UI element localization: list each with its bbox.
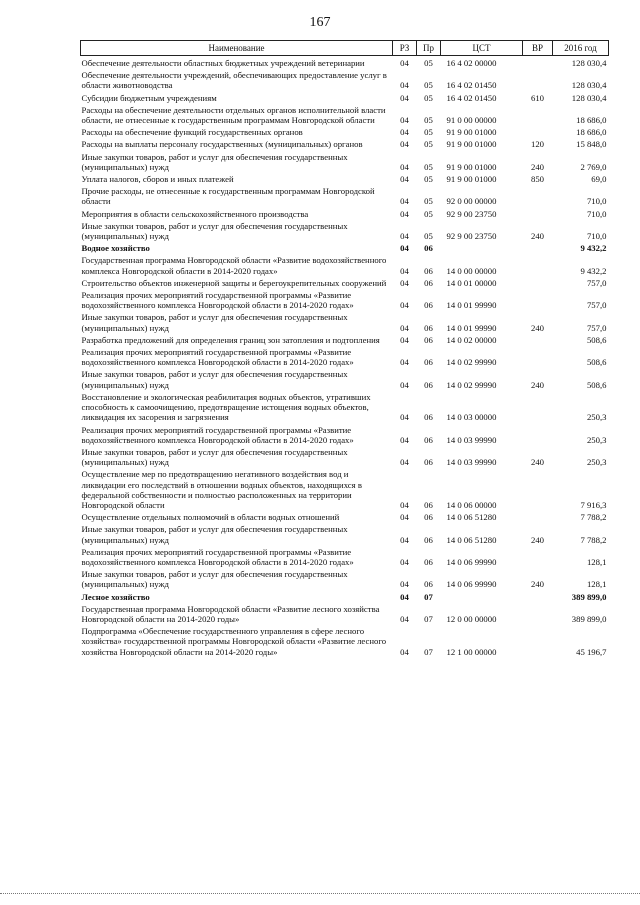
row-amount-cell: 18 686,0	[576, 127, 607, 138]
row-name-cell: Государственная программа Новгородской области «Развитие лесного хозяйства Новгородской области на 2014-2020 годы»	[81, 603, 380, 624]
row-cst-cell: 14 0 03 99990	[446, 434, 497, 445]
row-pr-cell: 05	[424, 196, 433, 207]
row-cst-cell: 92 0 00 00000	[446, 196, 497, 207]
row-cst-cell: 14 0 03 99990	[446, 457, 497, 468]
table-row	[81, 602, 609, 624]
row-rz-cell: 04	[400, 161, 409, 172]
row-rz-cell: 04	[400, 499, 409, 510]
table-row	[81, 567, 609, 589]
row-amount-cell: 9 432,2	[580, 265, 607, 276]
row-cst-cell: 14 0 02 00000	[446, 334, 497, 345]
row-vr-cell: 850	[530, 174, 545, 185]
row-rz-cell: 04	[400, 277, 409, 288]
row-name-cell: Восстановление и экологическая реабилитация водных объектов, утративших способность к самоочищению, предотвращение истощения водных объектов, ликвидация их засорения и загрязнения	[81, 391, 371, 423]
row-name-cell: Строительство объектов инженерной защиты и берегоукрепительных сооружений	[81, 277, 387, 288]
row-name-cell: Реализация прочих мероприятий государственной программы «Развитие водохозяйственного комплекса Новгородской области в 2014-2020 годах»	[81, 424, 354, 445]
table-row	[81, 207, 609, 219]
row-vr-cell: 610	[530, 92, 545, 103]
row-cst-cell: 16 4 02 01450	[446, 80, 497, 91]
row-vr-cell	[523, 241, 553, 253]
row-vr-cell: 240	[530, 534, 545, 545]
table-row	[81, 510, 609, 522]
table-row	[81, 56, 609, 69]
row-amount-cell: 508,6	[586, 379, 607, 390]
row-pr-cell: 06	[424, 277, 433, 288]
row-cst-cell: 12 1 00 00000	[446, 646, 497, 657]
table-row	[81, 310, 609, 332]
row-pr-cell: 05	[424, 127, 433, 138]
row-pr-cell: 06	[424, 357, 433, 368]
row-name-cell: Обеспечение деятельности учреждений, обеспечивающих предоставление услуг в области животноводства	[81, 70, 387, 91]
page-bottom-edge	[0, 893, 640, 894]
row-rz-cell: 04	[400, 92, 409, 103]
row-rz-cell: 04	[400, 512, 409, 523]
row-rz-cell: 04	[400, 208, 409, 219]
row-amount-cell: 757,0	[586, 322, 607, 333]
row-amount-cell: 128 030,4	[571, 80, 607, 91]
row-pr-cell: 05	[424, 92, 433, 103]
row-rz-cell: 04	[400, 591, 409, 602]
row-pr-cell: 06	[424, 457, 433, 468]
row-name-cell: Иные закупки товаров, работ и услуг для обеспечения государственных (муниципальных) нужд	[81, 312, 348, 333]
column-header-vr: ВР	[523, 41, 553, 56]
row-name-cell: Осуществление мер по предотвращению негативного воздействия вод и ликвидации его последствий в отношении водных объектов, находящихся в федеральной собственности и полностью расположенных на территории Новгородской области	[81, 469, 362, 510]
budget-table	[80, 40, 609, 657]
row-pr-cell: 06	[424, 265, 433, 276]
row-pr-cell: 05	[424, 115, 433, 126]
row-name-cell: Государственная программа Новгородской области «Развитие водохозяйственного комплекса Новгородской области в 2014-2020 годах»	[81, 255, 387, 276]
column-header-cst: ЦСТ	[441, 41, 523, 56]
row-name-cell: Иные закупки товаров, работ и услуг для обеспечения государственных (муниципальных) нужд	[81, 369, 348, 390]
table-row	[81, 367, 609, 389]
row-pr-cell: 07	[424, 646, 433, 657]
row-vr-cell	[523, 333, 553, 345]
row-name-cell: Осуществление отдельных полномочий в области водных отношений	[81, 512, 340, 523]
table-row	[81, 172, 609, 184]
row-name-cell: Обеспечение деятельности областных бюджетных учреждений ветеринарии	[81, 58, 365, 68]
row-pr-cell: 06	[424, 243, 433, 254]
table-row	[81, 150, 609, 172]
row-amount-cell: 757,0	[586, 277, 607, 288]
row-pr-cell: 06	[424, 579, 433, 590]
row-amount-cell: 69,0	[591, 174, 607, 185]
table-row	[81, 624, 609, 657]
table-body	[81, 56, 609, 657]
row-name-cell: Реализация прочих мероприятий государственной программы «Развитие водохозяйственного комплекса Новгородской области в 2014-2020 годах»	[81, 546, 354, 567]
row-vr-cell	[523, 103, 553, 125]
row-rz-cell: 04	[400, 379, 409, 390]
row-rz-cell: 04	[400, 646, 409, 657]
row-vr-cell: 240	[530, 322, 545, 333]
row-amount-cell: 250,3	[586, 457, 607, 468]
row-rz-cell: 04	[400, 174, 409, 185]
row-name-cell: Лесное хозяйство	[81, 591, 150, 602]
table-row	[81, 91, 609, 103]
table-row	[81, 288, 609, 310]
row-name-cell: Иные закупки товаров, работ и услуг для обеспечения государственных (муниципальных) нужд	[81, 569, 348, 590]
row-rz-cell: 04	[400, 300, 409, 311]
table-row	[81, 137, 609, 149]
row-name-cell: Расходы на обеспечение деятельности отдельных органов исполнительной власти области, не отнесенные к государственным программам Новгородской области	[81, 104, 386, 126]
row-cst-cell: 12 0 00 00000	[446, 613, 497, 624]
row-rz-cell: 04	[400, 243, 409, 254]
row-name-cell: Иные закупки товаров, работ и услуг для обеспечения государственных (муниципальных) нужд	[81, 151, 348, 172]
row-amount-cell: 710,0	[586, 231, 607, 242]
page-number: 167	[309, 15, 331, 30]
row-vr-cell	[523, 253, 553, 275]
table-row	[81, 125, 609, 137]
row-name-cell: Реализация прочих мероприятий государственной программы «Развитие водохозяйственного комплекса Новгородской области в 2014-2020 годах»	[81, 347, 354, 368]
row-amount-cell: 7 916,3	[580, 499, 607, 510]
table-row	[81, 184, 609, 206]
row-cst-cell: 14 0 06 99990	[446, 579, 497, 590]
row-name-cell: Водное хозяйство	[81, 243, 150, 254]
row-vr-cell	[523, 68, 553, 90]
row-cst-cell: 16 4 02 01450	[446, 92, 497, 103]
row-vr-cell: 120	[530, 139, 545, 150]
row-name-cell: Реализация прочих мероприятий государственной программы «Развитие водохозяйственного комплекса Новгородской области в 2014-2020 годах»	[81, 290, 354, 311]
column-header-name: Наименование	[81, 41, 393, 56]
row-pr-cell: 05	[424, 58, 433, 68]
row-cst-cell: 14 0 06 99990	[446, 556, 497, 567]
row-rz-cell: 04	[400, 58, 409, 68]
table-row	[81, 390, 609, 423]
row-vr-cell: 240	[530, 161, 545, 172]
row-pr-cell: 06	[424, 379, 433, 390]
table-row	[81, 423, 609, 445]
table-row	[81, 445, 609, 467]
row-pr-cell: 06	[424, 334, 433, 345]
row-name-cell: Прочие расходы, не отнесенные к государственным программам Новгородской области	[81, 186, 375, 207]
row-vr-cell: 240	[530, 379, 545, 390]
row-vr-cell	[523, 184, 553, 206]
row-amount-cell: 9 432,2	[580, 243, 607, 254]
row-vr-cell: 240	[530, 579, 545, 590]
row-pr-cell: 05	[424, 231, 433, 242]
row-cst-cell: 92 9 00 23750	[446, 231, 497, 242]
row-amount-cell: 757,0	[586, 300, 607, 311]
section-row	[81, 590, 609, 602]
row-cst-cell	[441, 241, 523, 253]
row-amount-cell: 128,1	[586, 579, 607, 590]
table-row	[81, 522, 609, 544]
table-row	[81, 103, 609, 125]
row-pr-cell: 05	[424, 208, 433, 219]
row-pr-cell: 05	[424, 161, 433, 172]
row-pr-cell: 06	[424, 412, 433, 423]
row-pr-cell: 05	[424, 174, 433, 185]
row-cst-cell: 14 0 06 00000	[446, 499, 497, 510]
row-rz-cell: 04	[400, 613, 409, 624]
row-rz-cell: 04	[400, 127, 409, 138]
row-vr-cell	[523, 276, 553, 288]
row-amount-cell: 389 899,0	[571, 591, 607, 602]
row-cst-cell: 14 0 02 99990	[446, 379, 497, 390]
row-rz-cell: 04	[400, 231, 409, 242]
row-amount-cell: 250,3	[586, 412, 607, 423]
row-rz-cell: 04	[400, 434, 409, 445]
row-rz-cell: 04	[400, 322, 409, 333]
row-pr-cell: 06	[424, 556, 433, 567]
row-amount-cell: 18 686,0	[576, 115, 607, 126]
row-cst-cell: 91 0 00 00000	[446, 115, 497, 126]
column-header-pr: Пр	[417, 41, 441, 56]
row-name-cell: Мероприятия в области сельскохозяйственного производства	[81, 208, 309, 219]
row-cst-cell: 16 4 02 00000	[446, 58, 497, 68]
row-amount-cell: 7 788,2	[580, 512, 607, 523]
row-amount-cell: 710,0	[586, 196, 607, 207]
row-vr-cell: 240	[530, 231, 545, 242]
row-cst-cell: 92 9 00 23750	[446, 208, 497, 219]
row-rz-cell: 04	[400, 457, 409, 468]
row-name-cell: Расходы на выплаты персоналу государственных (муниципальных) органов	[81, 139, 363, 150]
table-row	[81, 467, 609, 510]
table-row	[81, 276, 609, 288]
row-cst-cell: 14 0 01 99990	[446, 300, 497, 311]
row-amount-cell: 128,1	[586, 556, 607, 567]
row-cst-cell: 91 9 00 01000	[446, 174, 497, 185]
row-vr-cell	[523, 423, 553, 445]
row-cst-cell: 91 9 00 01000	[446, 139, 497, 150]
table-row	[81, 68, 609, 90]
row-pr-cell: 05	[424, 80, 433, 91]
row-pr-cell: 06	[424, 434, 433, 445]
table-row	[81, 545, 609, 567]
row-vr-cell	[523, 624, 553, 657]
row-cst-cell: 14 0 03 00000	[446, 412, 497, 423]
row-vr-cell	[523, 390, 553, 423]
row-amount-cell: 15 848,0	[576, 139, 607, 150]
row-vr-cell	[523, 288, 553, 310]
row-pr-cell: 07	[424, 613, 433, 624]
row-cst-cell	[441, 590, 523, 602]
row-vr-cell	[523, 345, 553, 367]
table-row	[81, 253, 609, 275]
row-name-cell: Уплата налогов, сборов и иных платежей	[81, 174, 234, 185]
row-amount-cell: 45 196,7	[576, 646, 607, 657]
row-amount-cell: 7 788,2	[580, 534, 607, 545]
row-pr-cell: 05	[424, 139, 433, 150]
row-vr-cell	[523, 590, 553, 602]
row-amount-cell: 250,3	[586, 434, 607, 445]
row-cst-cell: 14 0 01 99990	[446, 322, 497, 333]
row-pr-cell: 06	[424, 512, 433, 523]
row-cst-cell: 91 9 00 01000	[446, 127, 497, 138]
table-row	[81, 333, 609, 345]
table-row	[81, 345, 609, 367]
row-vr-cell: 240	[530, 457, 545, 468]
row-name-cell: Иные закупки товаров, работ и услуг для обеспечения государственных (муниципальных) нужд	[81, 524, 348, 545]
row-rz-cell: 04	[400, 80, 409, 91]
row-rz-cell: 04	[400, 334, 409, 345]
row-amount-cell: 128 030,4	[571, 92, 607, 103]
row-rz-cell: 04	[400, 139, 409, 150]
row-name-cell: Иные закупки товаров, работ и услуг для обеспечения государственных (муниципальных) нужд	[81, 220, 348, 242]
row-amount-cell: 508,6	[586, 334, 607, 345]
row-vr-cell	[523, 56, 553, 69]
row-rz-cell: 04	[400, 357, 409, 368]
row-rz-cell: 04	[400, 556, 409, 567]
row-pr-cell: 06	[424, 534, 433, 545]
row-name-cell: Расходы на обеспечение функций государственных органов	[81, 127, 303, 138]
row-rz-cell: 04	[400, 196, 409, 207]
row-name-cell: Разработка предложений для определения границ зон затопления и подтопления	[81, 334, 380, 345]
row-pr-cell: 06	[424, 322, 433, 333]
row-rz-cell: 04	[400, 412, 409, 423]
section-row	[81, 241, 609, 253]
row-pr-cell: 07	[424, 591, 433, 602]
row-cst-cell: 14 0 06 51280	[446, 534, 497, 545]
row-rz-cell: 04	[400, 534, 409, 545]
row-cst-cell: 14 0 01 00000	[446, 277, 497, 288]
row-name-cell: Иные закупки товаров, работ и услуг для обеспечения государственных (муниципальных) нужд	[81, 446, 348, 468]
row-vr-cell	[523, 602, 553, 624]
row-amount-cell: 710,0	[586, 208, 607, 219]
row-amount-cell: 508,6	[586, 357, 607, 368]
row-cst-cell: 14 0 06 51280	[446, 512, 497, 523]
row-vr-cell	[523, 467, 553, 510]
row-cst-cell: 14 0 02 99990	[446, 357, 497, 368]
row-vr-cell	[523, 545, 553, 567]
row-amount-cell: 389 899,0	[571, 613, 607, 624]
row-amount-cell: 128 030,4	[571, 58, 607, 68]
table-row	[81, 219, 609, 241]
row-pr-cell: 06	[424, 300, 433, 311]
row-amount-cell: 2 769,0	[580, 161, 607, 172]
row-rz-cell: 04	[400, 265, 409, 276]
column-header-amount: 2016 год	[553, 41, 609, 56]
column-header-rz: РЗ	[393, 41, 417, 56]
row-vr-cell	[523, 510, 553, 522]
row-name-cell: Подпрограмма «Обеспечение государственного управления в сфере лесного хозяйства» государственной программы Новгородской области «Развитие лесного хозяйства Новгородской области на 2014-2020 годы»	[81, 626, 387, 657]
table-header-row	[81, 41, 609, 56]
row-vr-cell	[523, 207, 553, 219]
row-cst-cell: 14 0 00 00000	[446, 265, 497, 276]
row-name-cell: Субсидии бюджетным учреждениям	[81, 92, 217, 103]
row-cst-cell: 91 9 00 01000	[446, 161, 497, 172]
row-vr-cell	[523, 125, 553, 137]
row-pr-cell: 06	[424, 499, 433, 510]
row-rz-cell: 04	[400, 115, 409, 126]
row-rz-cell: 04	[400, 579, 409, 590]
